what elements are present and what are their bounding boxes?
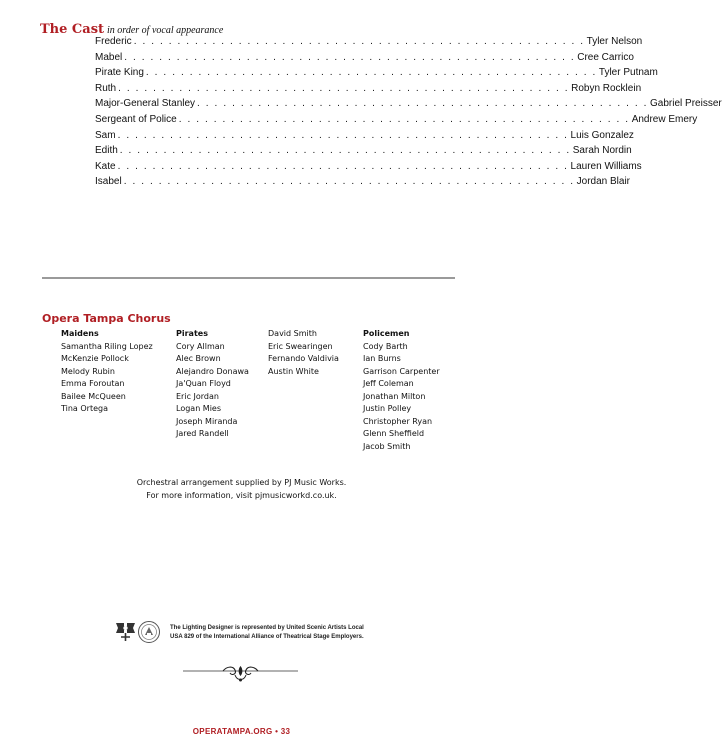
section-divider [42,277,455,279]
cast-row [95,113,698,130]
cast-role: Edith [95,145,118,157]
chorus-member: Joseph Miranda [176,416,238,426]
cast-role: Mabel [95,51,123,63]
chorus-column-pirates [176,328,249,441]
cast-row [95,129,634,146]
dot-leader: . . . . . . . . . . . . . . . . . . . . . . . . . . . . . . . . . . . . . . . . . . . . . . . . . . . . [133,36,585,47]
page-number: 33 [280,727,291,736]
usa-829-seal-icon [139,622,160,643]
chorus-member: Eric Jordan [176,391,219,401]
cast-row [95,67,658,83]
cast-actor: Lauren Williams [570,160,642,172]
chorus-member: Alejandro Donawa [176,366,249,376]
orchestral-note [0,477,483,502]
dot-leader: . . . . . . . . . . . . . . . . . . . . . . . . . . . . . . . . . . . . . . . . . . . . . . . . . . . . [123,176,575,188]
chorus-member: Cody Barth [363,341,408,351]
dot-leader: . . . . . . . . . . . . . . . . . . . . . . . . . . . . . . . . . . . . . . . . . . . . . . . . . . . . [197,98,649,110]
chorus-member: Cory Allman [176,341,225,351]
chorus-member: Garrison Carpenter [363,366,440,376]
cast-actor: Luis Gonzalez [570,129,634,141]
cast-row [95,145,632,161]
union-statement [170,624,364,641]
cast-row [95,176,631,192]
cast-row [95,51,634,68]
chorus-member: Samantha Riling Lopez [61,341,153,351]
chorus-member: Emma Foroutan [61,379,125,388]
iatse-logo-icon [116,623,135,641]
cast-actor: Sarah Nordin [572,145,632,157]
chorus-member: Ja'Quan Floyd [176,379,231,388]
cast-row [95,98,722,114]
maidens-heading: Maidens [61,329,99,338]
chorus-member: Jared Randell [176,429,229,438]
cast-row [95,82,642,99]
union-logos [114,620,160,644]
footer-separator: • [275,727,279,736]
decorative-ornament-icon [183,663,298,685]
chorus-member: Justin Polley [363,404,412,413]
cast-actor: Robyn Rocklein [571,82,642,94]
chorus-member: David Smith [268,329,317,338]
chorus-member: Eric Swearingen [268,341,333,351]
cast-actor: Andrew Emery [631,113,698,125]
cast-row [95,160,642,177]
cast-actor: Tyler Nelson [586,36,643,47]
cast-role: Pirate King [95,67,144,79]
pirates-heading: Pirates [176,329,208,338]
cast-role: Sam [95,129,116,141]
chorus-member: Ian Burns [363,354,401,363]
cast-role: Kate [95,160,116,172]
cast-title: The Cast [40,22,105,37]
cast-role: Isabel [95,176,122,188]
chorus-member: Fernando Valdivia [268,354,339,363]
cast-actor: Cree Carrico [577,51,634,63]
dot-leader: . . . . . . . . . . . . . . . . . . . . . . . . . . . . . . . . . . . . . . . . . . . . . . . . . . . . [117,160,569,172]
chorus-title: Opera Tampa Chorus [42,312,171,325]
chorus-member: Jeff Coleman [363,379,414,388]
chorus-member: Austin White [268,366,319,376]
footer-site: OPERATAMPA.ORG [192,727,273,736]
policemen-heading: Policemen [363,329,410,338]
cast-role: Frederic [95,36,132,47]
chorus-member: Alec Brown [176,354,221,363]
union-statement-line2: USA 829 of the International Alliance of Theatrical Stage Employers. [170,633,364,640]
chorus-member: Tina Ortega [61,404,109,413]
cast-subtitle: in order of vocal appearance [107,25,224,36]
cast-actor: Tyler Putnam [598,67,658,79]
chorus-column-maidens [61,328,153,416]
chorus-member: Melody Rubin [61,366,115,376]
chorus-member: Jonathan Milton [363,391,426,401]
cast-actor: Jordan Blair [576,176,631,188]
dot-leader: . . . . . . . . . . . . . . . . . . . . . . . . . . . . . . . . . . . . . . . . . . . . . . . . . . . . [124,51,576,63]
page-footer [0,727,483,736]
cast-actor: Gabriel Preisser [650,98,722,110]
chorus-column-policemen [363,328,440,453]
chorus-member: McKenzie Pollock [61,354,129,363]
chorus-member: Logan Mies [176,404,222,413]
orchestral-note-line2: For more information, visit pjmusicworkd.co.uk. [146,490,337,500]
cast-row [95,36,643,52]
chorus-member: Glenn Sheffield [363,429,425,438]
cast-role: Major-General Stanley [95,98,196,110]
union-statement-line1: The Lighting Designer is represented by United Scenic Artists Local [170,625,364,631]
cast-role: Ruth [95,82,117,94]
chorus-member: Jacob Smith [363,441,411,451]
chorus-column-pirates-continued [268,328,339,378]
cast-role: Sergeant of Police [95,113,177,125]
dot-leader: . . . . . . . . . . . . . . . . . . . . . . . . . . . . . . . . . . . . . . . . . . . . . . . . . . . . [145,67,597,79]
dot-leader: . . . . . . . . . . . . . . . . . . . . . . . . . . . . . . . . . . . . . . . . . . . . . . . . . . . . [117,129,569,141]
cast-list [95,36,722,192]
chorus-member: Bailee McQueen [61,391,126,401]
dot-leader: . . . . . . . . . . . . . . . . . . . . . . . . . . . . . . . . . . . . . . . . . . . . . . . . . . . . [118,82,570,94]
dot-leader: . . . . . . . . . . . . . . . . . . . . . . . . . . . . . . . . . . . . . . . . . . . . . . . . . . . . [178,113,630,125]
orchestral-note-line1: Orchestral arrangement supplied by PJ Music Works. [136,478,347,487]
dot-leader: . . . . . . . . . . . . . . . . . . . . . . . . . . . . . . . . . . . . . . . . . . . . . . . . . . . . [119,145,571,157]
chorus-member: Christopher Ryan [363,416,433,426]
